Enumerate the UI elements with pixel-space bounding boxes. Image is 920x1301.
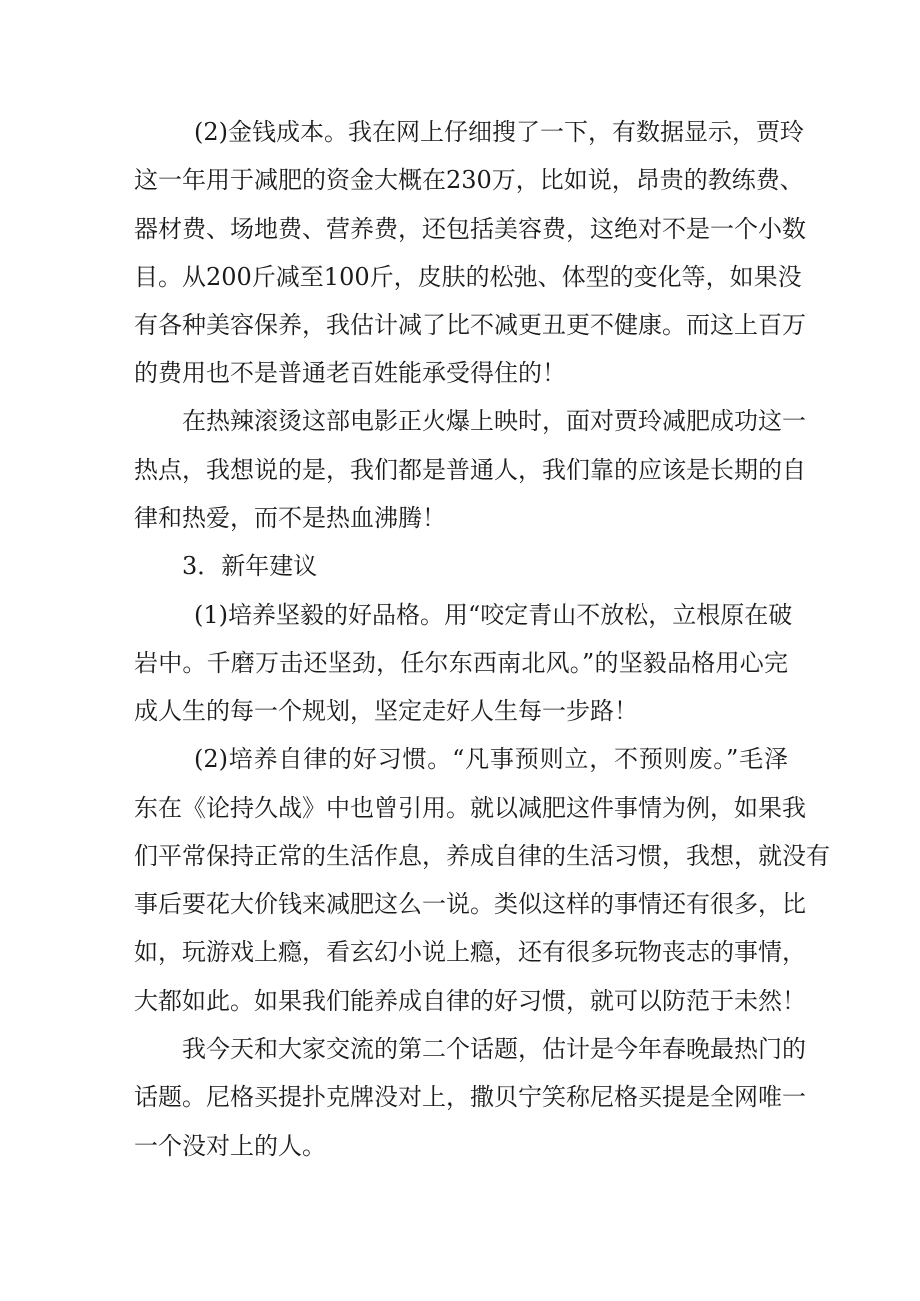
paragraph-5-line-3: 们平常保持正常的生活作息，养成自律的生活习惯，我想，就没有 (134, 842, 830, 870)
paragraph-2-line-2: 热点，我想说的是，我们都是普通人，我们靠的应该是长期的自 (134, 456, 806, 484)
paragraph-4-line-1: (1)培养坚毅的好品格。用“咬定青山不放松，立根原在破 (194, 601, 793, 629)
paragraph-5-line-5: 如，玩游戏上瘾，看玄幻小说上瘾，还有很多玩物丧志的事情， (134, 938, 806, 966)
section-heading-new-year-suggestions: 3．新年建议 (182, 552, 318, 580)
paragraph-1-line-5: 有各种美容保养，我估计减了比不减更丑更不健康。而这上百万 (134, 311, 806, 339)
paragraph-1-line-6: 的费用也不是普通老百姓能承受得住的！ (134, 359, 566, 387)
paragraph-5-line-1: (2)培养自律的好习惯。“凡事预则立，不预则废。”毛泽 (194, 745, 788, 773)
paragraph-4-line-2: 岩中。千磨万击还坚劲，任尔东西南北风。”的坚毅品格用心完 (134, 649, 788, 677)
paragraph-1-line-2: 这一年用于减肥的资金大概在230万，比如说，昂贵的教练费、 (134, 166, 804, 194)
paragraph-4-line-3: 成人生的每一个规划，坚定走好人生每一步路！ (134, 697, 638, 725)
paragraph-1-line-1: (2)金钱成本。我在网上仔细搜了一下，有数据显示，贾玲 (194, 118, 804, 146)
paragraph-5-line-4: 事后要花大价钱来减肥这么一说。类似这样的事情还有很多，比 (134, 890, 806, 918)
paragraph-5-line-2: 东在《论持久战》中也曾引用。就以减肥这件事情为例，如果我 (134, 794, 806, 822)
paragraph-6-line-2: 话题。尼格买提扑克牌没对上，撒贝宁笑称尼格买提是全网唯一 (134, 1083, 806, 1111)
paragraph-2-line-1: 在热辣滚烫这部电影正火爆上映时，面对贾玲减肥成功这一 (182, 407, 806, 435)
paragraph-1-line-4: 目。从200斤减至100斤，皮肤的松弛、体型的变化等，如果没 (134, 263, 802, 291)
paragraph-6-line-1: 我今天和大家交流的第二个话题，估计是今年春晚最热门的 (182, 1035, 806, 1063)
paragraph-2-line-3: 律和热爱，而不是热血沸腾！ (134, 504, 446, 532)
paragraph-5-line-6: 大都如此。如果我们能养成自律的好习惯，就可以防范于未然！ (134, 987, 806, 1015)
paragraph-1-line-3: 器材费、场地费、营养费，还包括美容费，这绝对不是一个小数 (134, 215, 806, 243)
paragraph-6-line-3: 一个没对上的人。 (134, 1132, 326, 1160)
